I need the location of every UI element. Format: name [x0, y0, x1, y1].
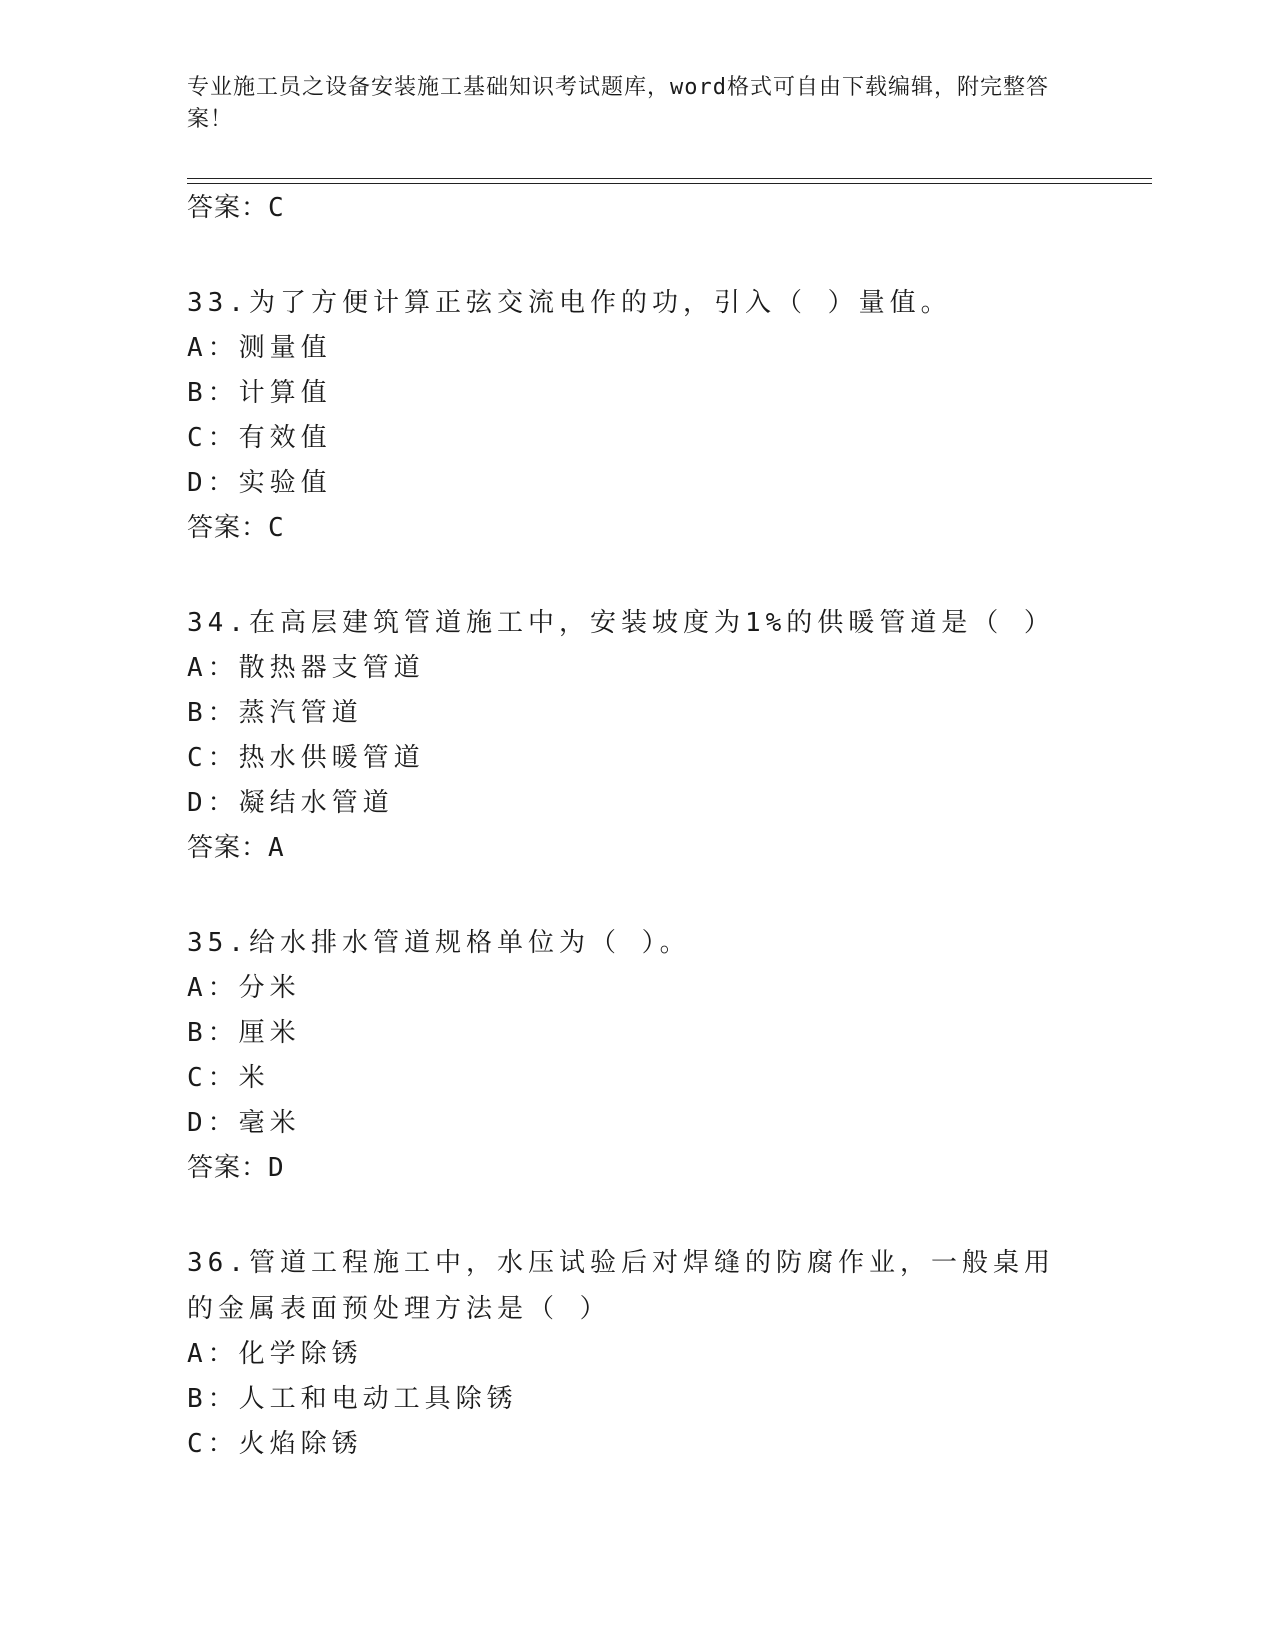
option-b: B：蒸汽管道: [187, 698, 363, 728]
option-c: C：有效值: [187, 423, 332, 453]
answer-value: D: [268, 1153, 285, 1183]
option-b: B：人工和电动工具除锈: [187, 1384, 518, 1414]
option-d: D：毫米: [187, 1108, 301, 1138]
header-divider-bottom: [187, 183, 1152, 184]
question-item: [187, 600, 1087, 870]
option-a: A：化学除锈: [187, 1339, 363, 1369]
answer-value: C: [268, 513, 285, 543]
option-b: B：厘米: [187, 1018, 301, 1048]
answer-line: [187, 826, 1087, 870]
option-a: A：测量值: [187, 333, 332, 363]
question-item: [187, 280, 1087, 550]
option-c: C：米: [187, 1063, 270, 1093]
question-stem: 33.为了方便计算正弦交流电作的功，引入（ ）量值。: [187, 288, 952, 318]
answer-label: 答案：: [187, 1153, 269, 1183]
answer-label: 答案：: [187, 513, 269, 543]
page-header: 专业施工员之设备安装施工基础知识考试题库，word格式可自由下载编辑，附完整答案！: [187, 75, 1049, 132]
question-stem: 36.管道工程施工中，水压试验后对焊缝的防腐作业，一般桌用的金属表面预处理方法是（ ）: [187, 1248, 1055, 1324]
option-a: A：散热器支管道: [187, 653, 425, 683]
question-stem: 35.给水排水管道规格单位为（ ）。: [187, 928, 691, 958]
answer-line: [187, 186, 1087, 230]
option-b: B：计算值: [187, 378, 332, 408]
option-c: C：热水供暖管道: [187, 743, 425, 773]
option-d: D：实验值: [187, 468, 332, 498]
option-c: C：火焰除锈: [187, 1429, 363, 1459]
option-d: D：凝结水管道: [187, 788, 394, 818]
question-list: [187, 186, 1087, 1467]
question-stem: 34.在高层建筑管道施工中，安装坡度为1%的供暖管道是（ ）: [187, 608, 1055, 638]
question-item: [187, 1240, 1087, 1467]
answer-value: A: [268, 833, 285, 863]
answer-label: 答案：: [187, 833, 269, 863]
answer-line: [187, 506, 1087, 550]
answer-value: C: [268, 193, 285, 223]
question-item: [187, 920, 1087, 1190]
header-divider-top: [187, 178, 1152, 179]
answer-line: [187, 1146, 1087, 1190]
answer-label: 答案：: [187, 193, 269, 223]
option-a: A：分米: [187, 973, 301, 1003]
